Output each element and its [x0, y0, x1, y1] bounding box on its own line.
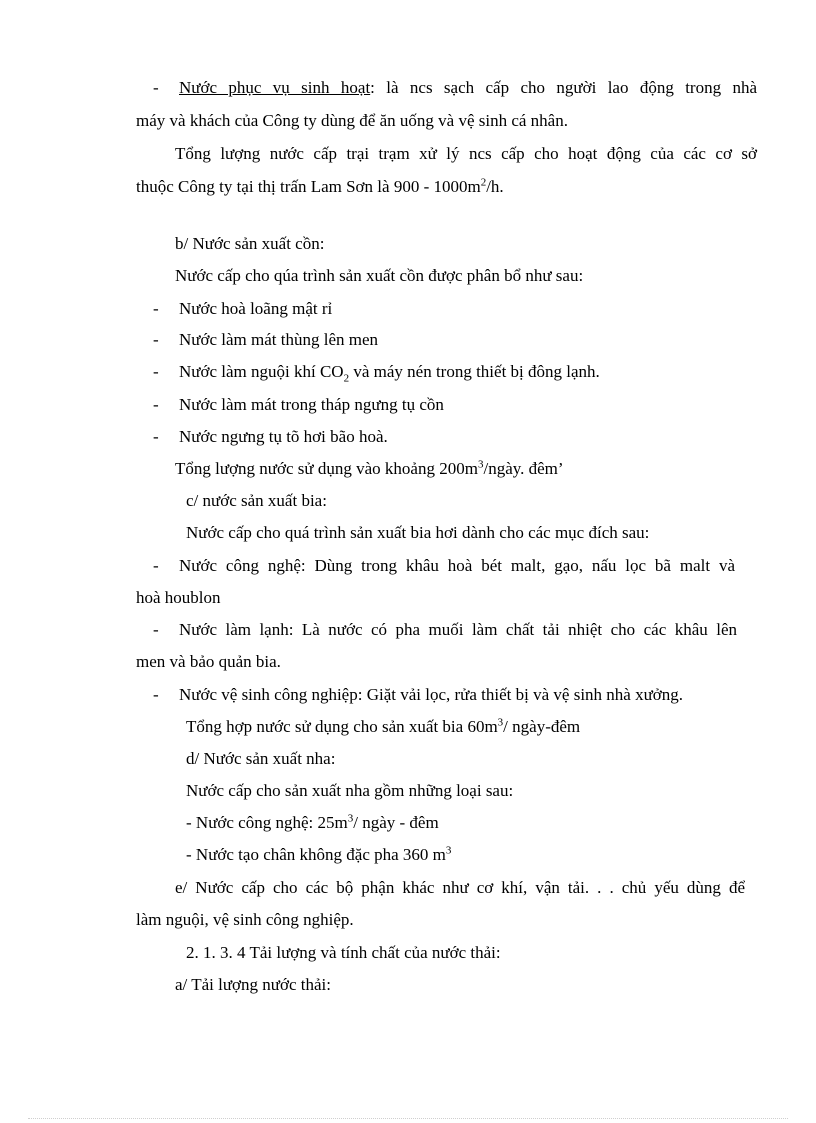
section-heading: 2. 1. 3. 4 Tải lượng và tính chất của nước thải: [186, 943, 501, 962]
text-line: thuộc Công ty tại thị trấn Lam Sơn là $900 - 1000m^2/h$. [136, 176, 504, 196]
text-line: hoà houblon [136, 588, 221, 607]
bullet-dash: - [153, 685, 159, 704]
subheading-b: b/ Nước sản xuất cồn: [175, 234, 325, 253]
text-line: máy và khách của Công ty dùng để ăn uống và vệ sinh cá nhân. [136, 111, 568, 130]
text-line: men và bảo quản bia. [136, 652, 281, 671]
total-line: Tổng lượng nước sử dụng vào khoảng $200m^3$/ngày. đêm’ [175, 458, 564, 478]
bullet-item: Nước làm mát thùng lên men [179, 330, 379, 349]
bullet-item: Nước làm nguội khí $CO_2$ và máy nén trong thiết bị đông lạnh. [179, 362, 600, 385]
paragraph-line: Tổng lượng nước cấp trại trạm xử lý ncs cấp cho hoạt động của các cơ sở [175, 144, 757, 163]
list-item: - Nước tạo chân không đặc pha 360 $m^3$ [186, 844, 452, 864]
bullet-line: Nước phục vụ sinh hoạt: là ncs sạch cấp cho người lao động trong nhà [179, 78, 757, 97]
bullet-item: Nước hoà loãng mật rỉ [179, 299, 333, 318]
list-item: - Nước công nghệ: $25m^3/$ ngày - đêm [186, 812, 439, 832]
bullet-dash: - [153, 395, 159, 414]
bullet-item: Nước vệ sinh công nghiệp: Giặt vải lọc, rửa thiết bị và vệ sinh nhà xưởng. [179, 685, 684, 704]
bullet-dash: - [153, 620, 159, 639]
page-bottom-divider [28, 1118, 788, 1119]
total-line: Tổng hợp nước sử dụng cho sản xuất bia $60m^3/$ ngày-đêm [186, 716, 581, 736]
paragraph-line: Nước cấp cho quá trình sản xuất bia hơi dành cho các mục đích sau: [186, 523, 650, 542]
bullet-dash: - [153, 556, 159, 575]
bullet-item: Nước làm lạnh: Là nước có pha muối làm chất tải nhiệt cho các khâu lên [179, 620, 737, 639]
text-line: làm nguội, vệ sinh công nghiệp. [136, 910, 354, 929]
bullet-dash: - [153, 330, 159, 349]
paragraph-line: Nước cấp cho qúa trình sản xuất cồn được phân bổ như sau: [175, 266, 584, 285]
bullet-item: Nước ngưng tụ tõ hơi bão hoà. [179, 427, 388, 446]
paragraph-line: e/ Nước cấp cho các bộ phận khác như cơ khí, vận tải. . . chủ yếu dùng để [175, 878, 745, 897]
paragraph-line: Nước cấp cho sản xuất nha gồm những loại sau: [186, 781, 514, 800]
bullet-dash: - [153, 362, 159, 381]
bullet-item: Nước làm mát trong tháp ngưng tụ cồn [179, 395, 444, 414]
bullet-dash: - [153, 299, 159, 318]
subheading-d: d/ Nước sản xuất nha: [186, 749, 336, 768]
underlined-term: Nước phục vụ sinh hoạt [179, 78, 371, 97]
subheading-c: c/ nước sản xuất bia: [186, 491, 327, 510]
bullet-item: Nước công nghệ: Dùng trong khâu hoà bét malt, gạo, nấu lọc bã malt và [179, 556, 735, 575]
bullet-dash: - [153, 427, 159, 446]
bullet-dash: - [153, 78, 159, 97]
subheading-a: a/ Tải lượng nước thải: [175, 975, 332, 994]
